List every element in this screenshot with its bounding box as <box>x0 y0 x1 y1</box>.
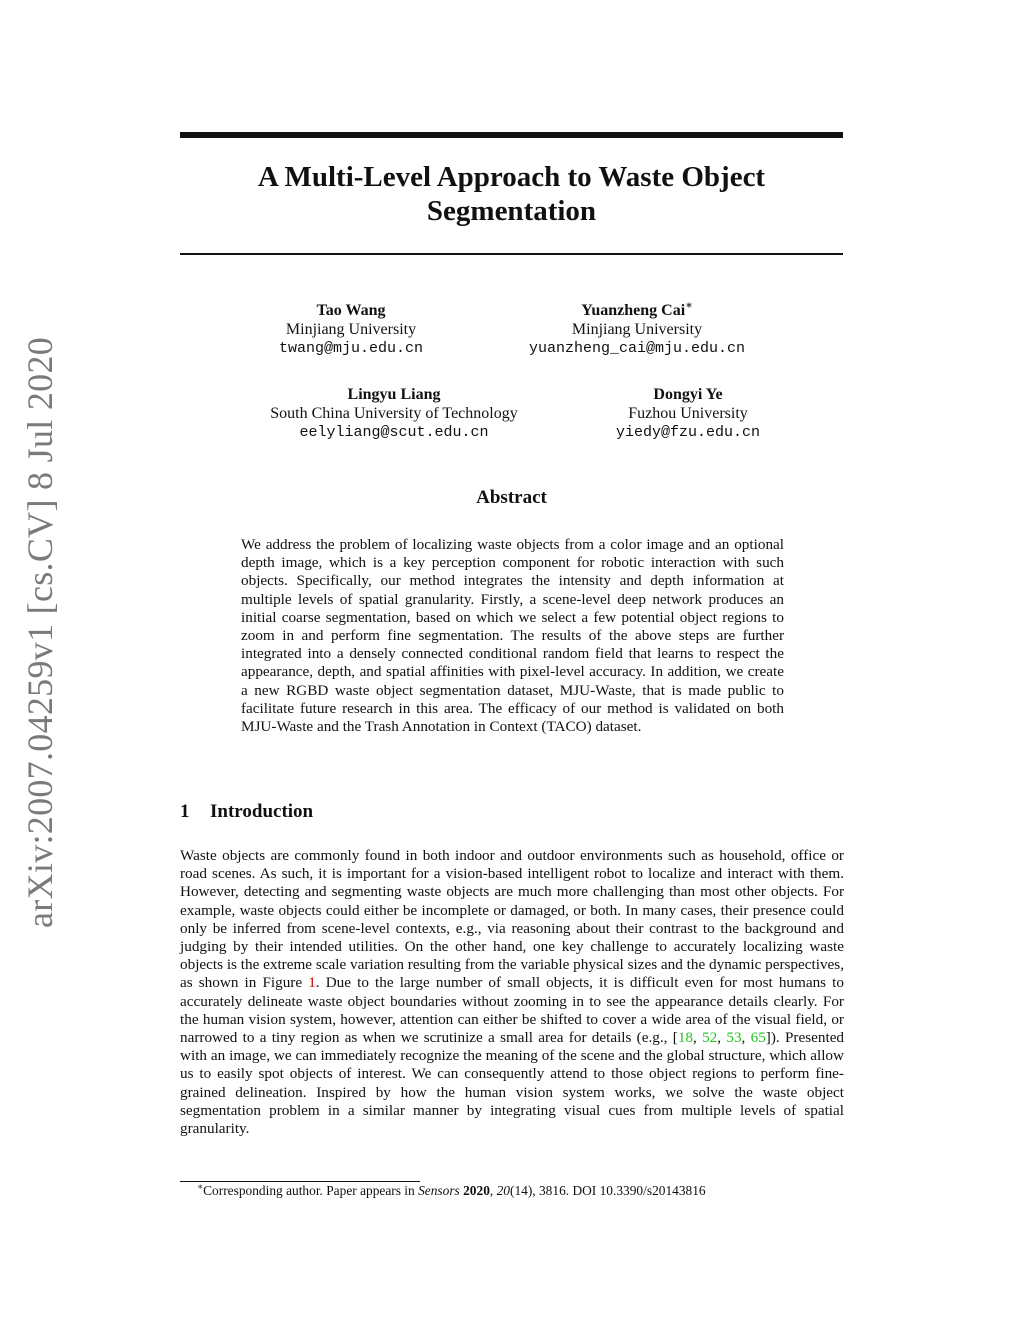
paper-title <box>180 160 843 228</box>
author-email[interactable]: yuanzheng_cai@mju.edu.cn <box>528 340 746 357</box>
abstract-text: We address the problem of localizing waste objects from a color image and an optional depth image, which is a key perception component for robotic interaction with such objects. Specifically, our method integrates the intensity and depth information at multiple levels of spatial granularity. Firstly, a scene-level deep network produces an initial coarse segmentation, based on which we select a few potential object regions to zoom in and perform fine segmentation. The results of the above steps are further integrated into a densely connected conditional random field that learns to respect the appearance, depth, and spatial affinities with pixel-level accuracy. In addition, we create a new RGBD waste object segmentation dataset, MJU-Waste, that is made public to facilitate future research in this area. The efficacy of our method is validated on both MJU-Waste and the Trash Annotation in Context (TACO) dataset. <box>241 536 784 736</box>
arxiv-stamp: arXiv:2007.04259v1 [cs.CV] 8 Jul 2020 <box>20 336 60 928</box>
author-affiliation: South China University of Technology <box>270 405 518 422</box>
author-email[interactable]: eelyliang@scut.edu.cn <box>299 424 489 441</box>
footnote-journal: Sensors <box>418 1183 460 1198</box>
section-number: 1 <box>180 801 190 822</box>
corresponding-marker: ∗ <box>685 299 693 312</box>
footnote: ∗Corresponding author. Paper appears in Sensors 2020, 20(14), 3816. DOI 10.3390/s20143816 <box>197 1181 706 1198</box>
author-name: Tao Wang <box>316 302 386 319</box>
citation-link[interactable]: 52 <box>702 1029 718 1047</box>
author-block-2 <box>487 301 787 358</box>
author-affiliation: Minjiang University <box>571 321 703 338</box>
author-affiliation: Fuzhou University <box>628 405 748 422</box>
citation-link[interactable]: 65 <box>750 1029 766 1047</box>
intro-text-part-3: ]). Presented with an image, we can immediately recognize the meaning of the scene and the global structure, which allow us to easily spot objects of interest. We can consequently attend to those object regions to perform fine-grained delineation. Inspired by how the human vision system works, we solve the waste object segmentation problem in a similar manner by integrating visual cues from multiple levels of spatial granularity. <box>180 1029 845 1138</box>
author-name: Dongyi Ye <box>653 386 723 403</box>
footnote-volume: 20 <box>496 1183 510 1198</box>
author-block-4 <box>538 385 838 442</box>
author-name: Lingyu Liang <box>347 386 441 403</box>
author-email[interactable]: twang@mju.edu.cn <box>278 340 424 357</box>
abstract-heading: Abstract <box>476 487 547 508</box>
section-title: Introduction <box>210 801 314 822</box>
figure-reference-link[interactable]: 1 <box>308 974 316 992</box>
author-block-1 <box>201 301 501 358</box>
author-email[interactable]: yiedy@fzu.edu.cn <box>615 424 761 441</box>
title-line-2: Segmentation <box>426 195 597 227</box>
intro-text-part-2: . Due to the large number of small objects, it is difficult even for most humans to accurately delineate waste object boundaries without zooming in to see the appearance details clearly. For the human vision system, however, attention can either be shifted to cover a wide area of the visual field, or narrowed to a tiny region as when we scrutinize a small area for details (e.g., [ <box>180 974 844 1047</box>
footnote-rule <box>180 1181 420 1182</box>
footnote-details: (14), 3816. DOI 10.3390/s20143816 <box>509 1183 706 1198</box>
footnote-marker: ∗ <box>197 1181 204 1192</box>
citation-link[interactable]: 53 <box>726 1029 742 1047</box>
introduction-paragraph: Waste objects are commonly found in both indoor and outdoor environments such as household, office or road scenes. As such, it is important for a vision-based intelligent robot to localize and interact with them. However, detecting and segmenting waste objects are much more challenging than most other objects. For example, waste objects could either be incomplete or damaged, or both. In many cases, their presence could only be inferred from scene-level contexts, e.g., via reasoning about their contrast to the background and judging by their intended utilities. On the other hand, one key challenge to accurately localizing waste objects is the extreme scale variation resulting from the variable physical sizes and the dynamic perspectives, as shown in Figure 1. Due to the large number of small objects, it is difficult even for most humans to accurately delineate waste object boundaries without zooming in to see the appearance details clearly. For the human vision system, however, attention can either be shifted to cover a wide area of the visual field, or narrowed to a tiny region as when we scrutinize a small area for details (e.g., [18, 52, 53, 65]). Presented with an image, we can immediately recognize the meaning of the scene and the global structure, which allow us to easily spot objects of interest. We can consequently attend to those object regions to perform fine-grained delineation. Inspired by how the human vision system works, we solve the waste object segmentation problem in a similar manner by integrating visual cues from multiple levels of spatial granularity. <box>180 847 845 1138</box>
author-affiliation: Minjiang University <box>285 321 417 338</box>
title-bottom-rule <box>180 253 843 255</box>
citation-link[interactable]: 18 <box>677 1029 693 1047</box>
author-name: Yuanzheng Cai∗ <box>581 299 693 319</box>
author-block-3 <box>244 385 544 442</box>
footnote-year: 2020 <box>463 1183 490 1198</box>
footnote-text: Corresponding author. Paper appears in <box>203 1183 419 1198</box>
intro-text-part-1: Waste objects are commonly found in both indoor and outdoor environments such as household, office or road scenes. As such, it is important for a vision-based intelligent robot to localize and interact with them. However, detecting and segmenting waste objects are much more challenging than most other objects. For example, waste objects could either be incomplete or damaged, or both. In many cases, their presence could only be inferred from scene-level contexts, e.g., via reasoning about their contrast to the background and judging by their intended utilities. On the other hand, one key challenge to accurately localizing waste objects is the extreme scale variation resulting from the variable physical sizes and the dynamic perspectives, as shown in Figure <box>180 847 844 992</box>
title-top-rule <box>180 132 843 138</box>
title-line-1: A Multi-Level Approach to Waste Object <box>257 161 766 193</box>
section-heading <box>180 801 313 823</box>
